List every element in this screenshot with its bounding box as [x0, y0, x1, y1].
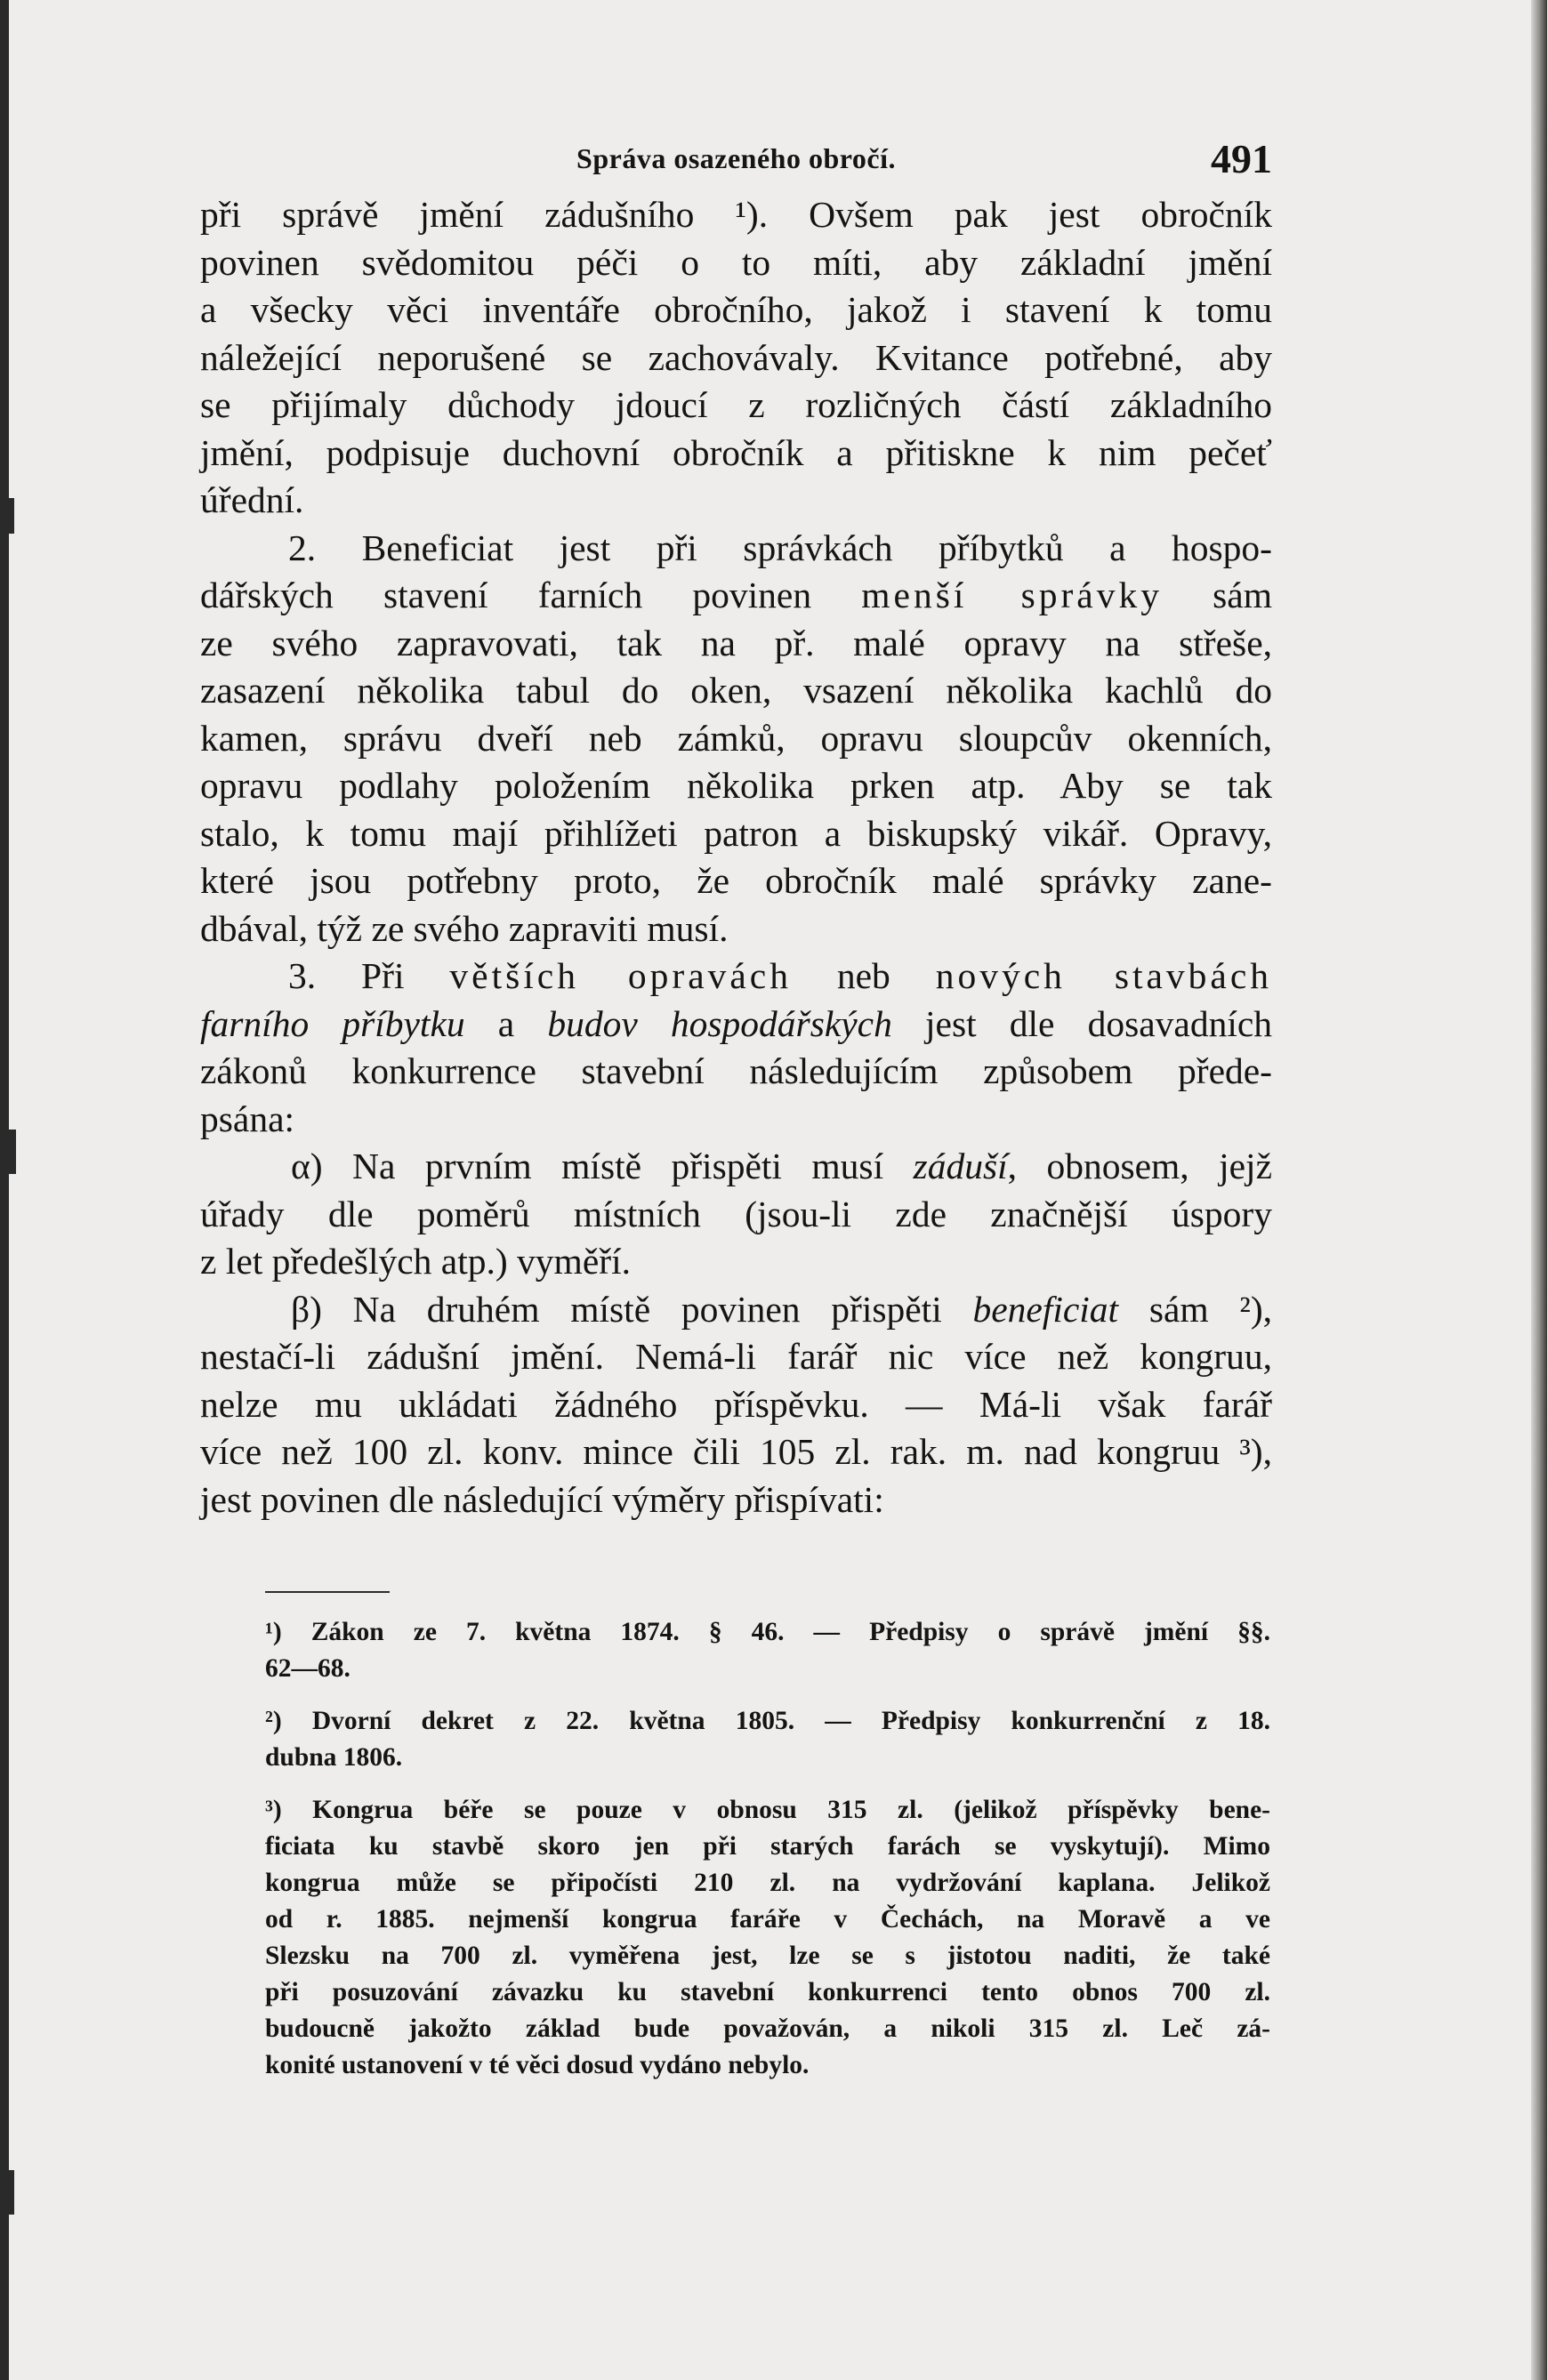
text-line: zákonů konkurrence stavební následujícím způsobem přede- — [200, 1050, 1272, 1091]
footnote-3 — [265, 1792, 1270, 2084]
footnote-line: ²) Dvorní dekret z 22. května 1805. — Předpisy konkurrenční z 18. — [265, 1707, 1270, 1735]
footnote-line: 62—68. — [265, 1654, 350, 1683]
paragraph-1 — [200, 191, 1272, 525]
text-line: z let předešlých atp.) vyměří. — [200, 1241, 631, 1282]
text-line: které jsou potřebny proto, že obročník malé správky zane- — [200, 860, 1272, 901]
italic-emphasis: budov hospodářských — [547, 1002, 892, 1044]
binding-mark — [4, 498, 14, 534]
footnote-line: ficiata ku stavbě skoro jen při starých farách se vyskytují). Mimo — [265, 1832, 1270, 1861]
footnote-line: ³) Kongrua béře se pouze v obnosu 315 zl. (jelikož příspěvky bene- — [265, 1796, 1270, 1824]
text-line: jest povinen dle následující výměry přispívati: — [200, 1478, 884, 1520]
italic-emphasis: beneficiat — [972, 1288, 1119, 1330]
page-left-edge — [0, 0, 9, 2380]
text-line: psána: — [200, 1098, 295, 1139]
footnote-1 — [265, 1614, 1270, 1687]
footnote-line: konité ustanovení v té věci dosud vydáno nebylo. — [265, 2051, 810, 2079]
text-line: úřední. — [200, 479, 304, 520]
text-line: více než 100 zl. konv. mince čili 105 zl. rak. m. nad kongruu ³), — [200, 1431, 1272, 1472]
text-line: 3. Při větších opravách neb nových stavbách — [288, 955, 1273, 996]
footnote-line: při posuzování závazku ku stavební konkurrenci tento obnos 700 zl. — [265, 1978, 1270, 2006]
page-header — [200, 135, 1272, 180]
text-line: zasazení několika tabul do oken, vsazení několika kachlů do — [200, 670, 1272, 711]
page-right-edge — [1531, 0, 1547, 2380]
text-line: se přijímaly důchody jdoucí z rozličných částí základního — [200, 384, 1272, 425]
footnote-line: budoucně jakožto základ bude považován, a nikoli 315 zl. Leč zá- — [265, 2014, 1270, 2043]
text-line: β) Na druhém místě povinen přispěti beneficiat sám ²), — [291, 1288, 1273, 1330]
footnote-line: od r. 1885. nejmenší kongrua faráře v Čechách, na Moravě a ve — [265, 1905, 1270, 1934]
text-line: dářských stavení farních povinen menší správky sám — [200, 575, 1272, 615]
footnote-line: kongrua může se připočísti 210 zl. na vydržování kaplana. Jelikož — [265, 1869, 1270, 1897]
text-line: nestačí-li zádušní jmění. Nemá-li farář nic více než kongruu, — [200, 1336, 1272, 1377]
spaced-emphasis: menší správky — [861, 575, 1163, 615]
text-line: povinen svědomitou péči o to míti, aby základní jmění — [200, 241, 1272, 283]
paragraph-4 — [200, 1143, 1272, 1286]
binding-mark — [4, 2170, 14, 2215]
paragraph-2 — [200, 525, 1272, 953]
text-line: při správě jmění zádušního ¹). Ovšem pak jest obročník — [200, 194, 1272, 235]
italic-emphasis: záduší — [913, 1146, 1008, 1186]
footnote-2 — [265, 1703, 1270, 1776]
text-line: farního příbytku a budov hospodářských jest dle dosavadních — [200, 1002, 1273, 1044]
text-line: a všecky věci inventáře obročního, jakož i stavení k tomu — [200, 289, 1272, 330]
footnote-line: ¹) Zákon ze 7. května 1874. § 46. — Předpisy o správě jmění §§. — [265, 1618, 1270, 1646]
text-line: ze svého zapravovati, tak na př. malé opravy na střeše, — [200, 622, 1272, 663]
text-line: opravu podlahy položením několika prken atp. Aby se tak — [200, 765, 1272, 806]
text-line: jmění, podpisuje duchovní obročník a přitiskne k nim pečeť — [200, 431, 1272, 473]
page-number: 491 — [1211, 136, 1272, 181]
paragraph-3 — [200, 953, 1272, 1143]
text-line: stalo, k tomu mají přihlížeti patron a biskupský vikář. Opravy, — [200, 812, 1272, 854]
text-line: 2. Beneficiat jest při správkách příbytků a hospo- — [288, 527, 1272, 568]
running-title: Správa osazeného obročí. — [576, 142, 896, 174]
text-line: α) Na prvním místě přispěti musí záduší, obnosem, jejž — [291, 1146, 1273, 1186]
text-line: nelze mu ukládati žádného příspěvku. — Má-li však farář — [200, 1383, 1272, 1425]
footnotes — [265, 1614, 1270, 2084]
text-line: náležející neporušené se zachovávaly. Kvitance potřebné, aby — [200, 336, 1272, 378]
spaced-emphasis: větších opravách — [449, 955, 792, 996]
footnote-line: dubna 1806. — [265, 1743, 403, 1772]
spaced-emphasis: nových stavbách — [935, 955, 1273, 996]
paragraph-5 — [200, 1286, 1272, 1524]
italic-emphasis: farního příbytku — [200, 1002, 465, 1044]
text-line: kamen, správu dveří neb zámků, opravu sloupcův okenních, — [200, 717, 1272, 759]
text-line: úřady dle poměrů místních (jsou-li zde značnější úspory — [200, 1193, 1272, 1234]
text-line: dbával, týž ze svého zapraviti musí. — [200, 907, 729, 949]
binding-mark — [2, 1130, 16, 1174]
footnote-line: Slezsku na 700 zl. vyměřena jest, lze se s jistotou naditi, že také — [265, 1942, 1270, 1970]
footnote-rule — [265, 1591, 390, 1593]
main-text — [200, 191, 1272, 1524]
